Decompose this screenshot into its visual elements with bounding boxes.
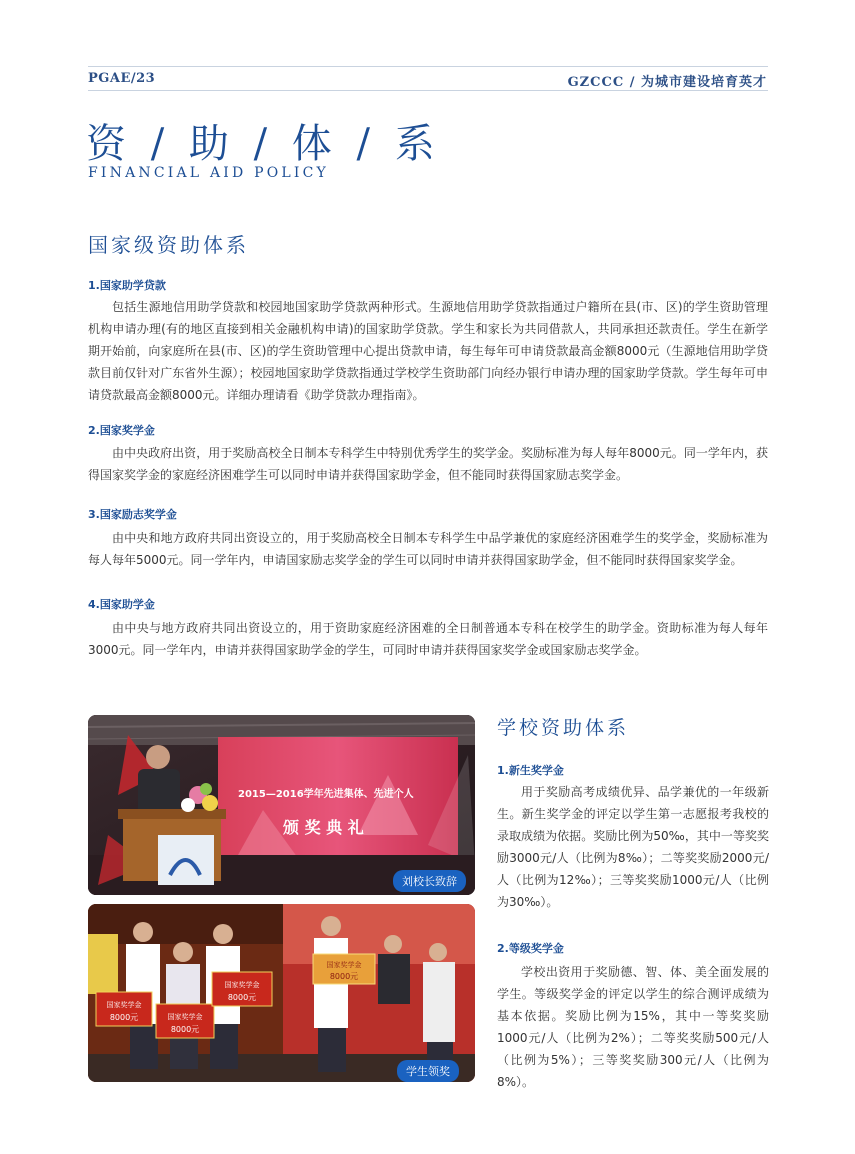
- school-item-text: 学校出资用于奖励德、智、体、美全面发展的学生。等级奖学金的评定以学生的综合测评成绩为基本依据。奖励比例为15%，其中一等奖奖励1000元/人（比例为2%）；二等奖奖励500元/人（比例为5%）；三等奖奖励300元/人（比例为8%）。: [497, 965, 769, 1089]
- banner-title: 颁 奖 典 礼: [283, 818, 364, 837]
- national-item-text: 包括生源地信用助学贷款和校园地国家助学贷款两种形式。生源地信用助学贷款指通过户籍所在县(市、区)的学生资助管理机构申请办理(有的地区直接到相关金融机构申请)的国家助学贷款。学生和家长为共同借款人，共同承担还款责任。学生在新学期开始前，向家庭所在县(市、区)的学生资助管理中心提出贷款申请，每生每年可申请贷款最高金额8000元（生源地信用助学贷款目前仅针对广东省外生源）；校园地国家助学贷款指通过学校学生资助部门向经办银行申请办理的国家助学贷款。学生每年可申请贷款最高金额8000元。详细办理请看《助学贷款办理指南》。: [88, 300, 768, 402]
- national-item-text: 由中央政府出资，用于奖励高校全日制本专科学生中特别优秀学生的奖学金。奖励标准为每人每年8000元。同一学年内，获得国家奖学金的家庭经济困难学生可以同时申请并获得国家助学金，但不能同时获得国家励志奖学金。: [88, 446, 768, 482]
- national-item-heading: 4.国家助学金: [88, 598, 155, 611]
- photo-students-award: [88, 904, 475, 1082]
- national-item-heading: 1.国家助学贷款: [88, 279, 166, 292]
- school-item-text: 用于奖励高考成绩优异、品学兼优的一年级新生。新生奖学金的评定以学生第一志愿报考我校的录取成绩为依据。奖励比例为50‰，其中一等奖奖励3000元/人（比例为8‰）；二等奖奖励2000元/人（比例为12‰）；三等奖奖励1000元/人（比例为30‰）。: [497, 785, 769, 909]
- award-board: 国家奖学金: [326, 961, 362, 969]
- award-board: 国家奖学金: [167, 1013, 203, 1021]
- award-amount: 8000元: [170, 1025, 200, 1034]
- school-item-heading: 2.等级奖学金: [497, 942, 564, 955]
- header-divider-bottom: [88, 90, 768, 91]
- award-board: 国家奖学金: [106, 1001, 142, 1009]
- photo-principal-speech: [88, 715, 475, 895]
- national-item-heading: 2.国家奖学金: [88, 424, 155, 437]
- photo-principal-speech-illustration: [88, 715, 475, 895]
- page-subtitle: FINANCIAL AID POLICY: [88, 165, 329, 181]
- award-board: 国家奖学金: [224, 981, 260, 989]
- photo-students-award-illustration: [88, 904, 475, 1082]
- page-title: 资 / 助 / 体 / 系: [86, 121, 441, 167]
- photo-caption: 刘校长致辞: [393, 870, 466, 892]
- national-item-text: 由中央和地方政府共同出资设立的，用于奖励高校全日制本专科学生中品学兼优的家庭经济困难学生的奖学金，奖励标准为每人每年5000元。同一学年内，申请国家励志奖学金的学生可以同时申请并获得国家助学金，但不能同时获得国家奖学金。: [88, 531, 768, 567]
- award-amount: 8000元: [227, 993, 257, 1002]
- header-slogan: GZCCC / 为城市建设培育英才: [567, 75, 767, 90]
- banner-text: 2015—2016学年先进集体、先进个人: [238, 789, 414, 800]
- award-amount: 8000元: [109, 1013, 139, 1022]
- header-divider-top: [88, 66, 768, 67]
- national-item-text: 由中央与地方政府共同出资设立的，用于资助家庭经济困难的全日制普通本专科在校学生的助学金。资助标准为每人每年3000元。同一学年内，申请并获得国家助学金的学生，可同时申请并获得国家奖学金或国家励志奖学金。: [88, 621, 768, 657]
- national-item-heading: 3.国家励志奖学金: [88, 508, 177, 521]
- section-title-school: 学校资助体系: [497, 717, 630, 739]
- page-code: PGAE/23: [88, 71, 156, 86]
- school-item-heading: 1.新生奖学金: [497, 764, 564, 777]
- photo-caption: 学生领奖: [397, 1060, 459, 1082]
- award-amount: 8000元: [329, 972, 359, 981]
- section-title-national: 国家级资助体系: [88, 233, 249, 257]
